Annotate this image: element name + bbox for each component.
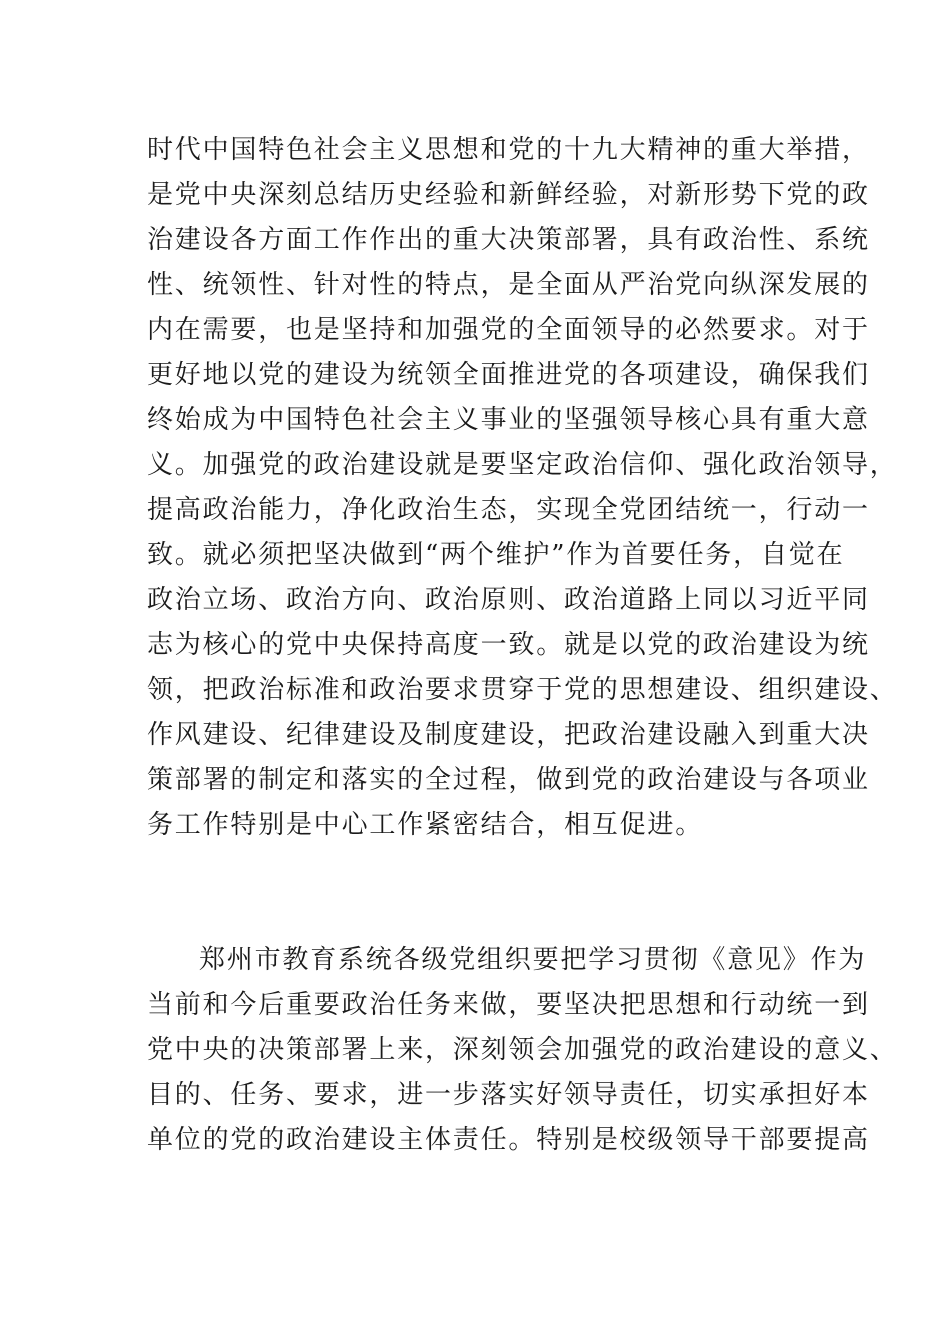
text-line: 终始成为中国特色社会主义事业的坚强领导核心具有重大意 bbox=[147, 405, 870, 435]
text-line: 郑州市教育系统各级党组织要把学习贯彻《意见》作为 bbox=[199, 945, 867, 975]
text-line: 领，把政治标准和政治要求贯穿于党的思想建设、组织建设、 bbox=[147, 675, 898, 705]
text-line: 党中央的决策部署上来，深刻领会加强党的政治建设的意义、 bbox=[147, 1035, 898, 1065]
text-line: 提高政治能力，净化政治生态，实现全党团结统一，行动一 bbox=[147, 495, 870, 525]
text-line: 目的、任务、要求，进一步落实好领导责任，切实承担好本 bbox=[147, 1080, 870, 1110]
text-line: 治建设各方面工作作出的重大决策部署，具有政治性、系统 bbox=[147, 225, 870, 255]
text-line: 内在需要，也是坚持和加强党的全面领导的必然要求。对于 bbox=[147, 315, 870, 345]
text-line: 单位的党的政治建设主体责任。特别是校级领导干部要提高 bbox=[147, 1125, 870, 1155]
text-line: 是党中央深刻总结历史经验和新鲜经验，对新形势下党的政 bbox=[147, 180, 870, 210]
text-line: 策部署的制定和落实的全过程，做到党的政治建设与各项业 bbox=[147, 765, 870, 795]
text-line: 当前和今后重要政治任务来做，要坚决把思想和行动统一到 bbox=[147, 990, 870, 1020]
text-line: 义。加强党的政治建设就是要坚定政治信仰、强化政治领导， bbox=[147, 450, 898, 480]
text-line: 政治立场、政治方向、政治原则、政治道路上同以习近平同 bbox=[147, 585, 870, 615]
text-line: 致。就必须把坚决做到“两个维护”作为首要任务，自觉在 bbox=[147, 540, 845, 570]
text-line: 务工作特别是中心工作紧密结合，相互促进。 bbox=[147, 810, 704, 840]
text-line: 更好地以党的建设为统领全面推进党的各项建设，确保我们 bbox=[147, 360, 870, 390]
text-line: 时代中国特色社会主义思想和党的十九大精神的重大举措， bbox=[147, 135, 870, 165]
text-line: 志为核心的党中央保持高度一致。就是以党的政治建设为统 bbox=[147, 630, 870, 660]
text-line: 性、统领性、针对性的特点，是全面从严治党向纵深发展的 bbox=[147, 270, 870, 300]
text-line: 作风建设、纪律建设及制度建设，把政治建设融入到重大决 bbox=[147, 720, 870, 750]
